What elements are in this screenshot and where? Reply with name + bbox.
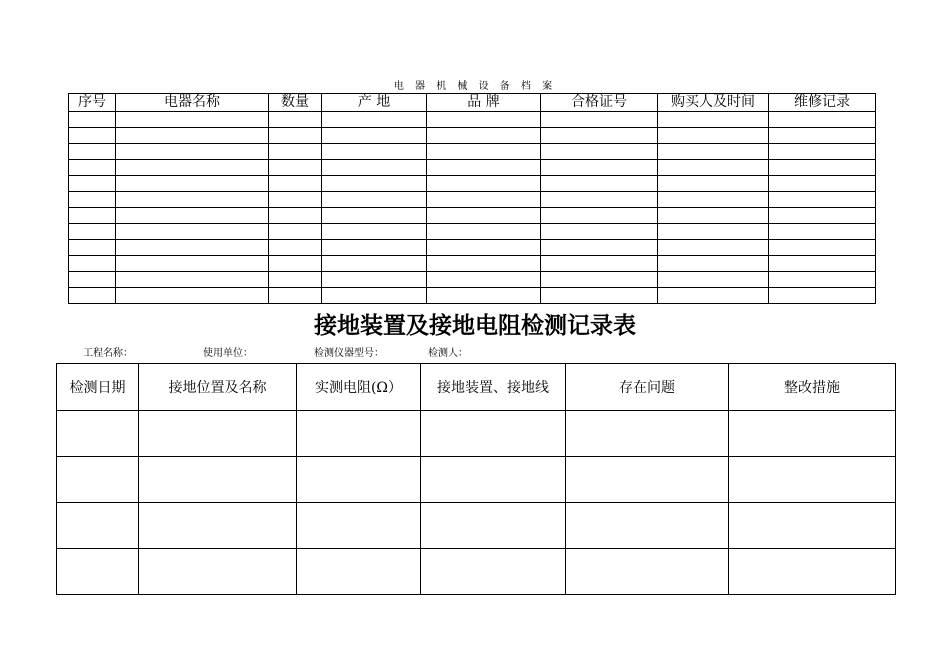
table-cell[interactable] xyxy=(658,288,769,304)
table-cell[interactable] xyxy=(729,549,896,595)
meta-inspector: 检测人： xyxy=(428,348,468,359)
archive-header-row xyxy=(69,94,876,112)
table-cell[interactable] xyxy=(116,128,269,144)
table-row xyxy=(69,176,876,192)
table-cell[interactable] xyxy=(116,112,269,128)
table-cell[interactable] xyxy=(427,160,541,176)
table-cell[interactable] xyxy=(769,224,876,240)
col-origin: 产 地 xyxy=(322,94,427,112)
table-cell[interactable] xyxy=(297,457,421,503)
table-cell[interactable] xyxy=(116,160,269,176)
record-title: 接地装置及接地电阻检测记录表 xyxy=(314,313,636,339)
table-cell[interactable] xyxy=(658,160,769,176)
table-cell[interactable] xyxy=(322,256,427,272)
table-cell[interactable] xyxy=(769,144,876,160)
meta-project-name: 工程名称： xyxy=(83,348,133,359)
table-row xyxy=(69,256,876,272)
archive-body xyxy=(69,112,876,304)
table-cell[interactable] xyxy=(69,176,116,192)
col-grounding-location: 接地位置及名称 xyxy=(139,364,297,411)
table-cell[interactable] xyxy=(658,256,769,272)
table-cell[interactable] xyxy=(769,288,876,304)
table-cell[interactable] xyxy=(541,144,658,160)
table-cell[interactable] xyxy=(322,272,427,288)
table-cell[interactable] xyxy=(427,272,541,288)
table-cell[interactable] xyxy=(769,208,876,224)
col-test-date: 检测日期 xyxy=(57,364,139,411)
table-row xyxy=(69,208,876,224)
table-cell[interactable] xyxy=(116,192,269,208)
table-cell[interactable] xyxy=(69,160,116,176)
table-cell[interactable] xyxy=(769,272,876,288)
table-cell[interactable] xyxy=(297,503,421,549)
table-row xyxy=(57,457,896,503)
table-cell[interactable] xyxy=(116,288,269,304)
table-cell[interactable] xyxy=(566,503,729,549)
table-cell[interactable] xyxy=(269,272,322,288)
table-cell[interactable] xyxy=(427,112,541,128)
table-cell[interactable] xyxy=(658,208,769,224)
table-row xyxy=(69,288,876,304)
col-certificate-number: 合格证号 xyxy=(541,94,658,112)
table-cell[interactable] xyxy=(297,549,421,595)
table-cell[interactable] xyxy=(658,272,769,288)
table-cell[interactable] xyxy=(322,144,427,160)
table-cell[interactable] xyxy=(427,224,541,240)
table-row xyxy=(57,503,896,549)
table-cell[interactable] xyxy=(421,411,566,457)
table-cell[interactable] xyxy=(427,208,541,224)
meta-instrument-model: 检测仪器型号： xyxy=(314,348,384,359)
col-purchaser-and-time: 购买人及时间 xyxy=(658,94,769,112)
table-cell[interactable] xyxy=(269,256,322,272)
table-cell[interactable] xyxy=(69,256,116,272)
table-cell[interactable] xyxy=(541,160,658,176)
table-cell[interactable] xyxy=(322,112,427,128)
record-header-row xyxy=(57,364,896,411)
table-row xyxy=(69,112,876,128)
table-cell[interactable] xyxy=(427,256,541,272)
col-corrective-actions: 整改措施 xyxy=(729,364,896,411)
table-cell[interactable] xyxy=(269,128,322,144)
table-cell[interactable] xyxy=(69,224,116,240)
table-cell[interactable] xyxy=(69,144,116,160)
table-cell[interactable] xyxy=(139,411,297,457)
table-cell[interactable] xyxy=(269,144,322,160)
grounding-record-table xyxy=(56,363,896,595)
table-cell[interactable] xyxy=(421,549,566,595)
table-row xyxy=(57,549,896,595)
table-cell[interactable] xyxy=(541,112,658,128)
table-cell[interactable] xyxy=(322,224,427,240)
table-cell[interactable] xyxy=(541,272,658,288)
table-cell[interactable] xyxy=(57,503,139,549)
table-cell[interactable] xyxy=(69,192,116,208)
col-brand: 品 牌 xyxy=(427,94,541,112)
col-equipment-name: 电器名称 xyxy=(116,94,269,112)
table-cell[interactable] xyxy=(769,176,876,192)
table-cell[interactable] xyxy=(427,128,541,144)
table-cell[interactable] xyxy=(769,112,876,128)
table-cell[interactable] xyxy=(427,176,541,192)
table-cell[interactable] xyxy=(116,256,269,272)
table-cell[interactable] xyxy=(541,256,658,272)
table-cell[interactable] xyxy=(69,208,116,224)
table-cell[interactable] xyxy=(139,549,297,595)
table-cell[interactable] xyxy=(116,208,269,224)
table-cell[interactable] xyxy=(322,208,427,224)
col-maintenance-record: 维修记录 xyxy=(769,94,876,112)
col-measured-resistance: 实测电阻(Ω） xyxy=(297,364,421,411)
table-cell[interactable] xyxy=(658,176,769,192)
table-cell[interactable] xyxy=(541,288,658,304)
table-cell[interactable] xyxy=(541,176,658,192)
table-cell[interactable] xyxy=(769,240,876,256)
table-cell[interactable] xyxy=(116,272,269,288)
table-cell[interactable] xyxy=(322,240,427,256)
table-cell[interactable] xyxy=(427,144,541,160)
table-cell[interactable] xyxy=(658,144,769,160)
table-cell[interactable] xyxy=(57,457,139,503)
table-row xyxy=(69,128,876,144)
table-cell[interactable] xyxy=(116,144,269,160)
col-grounding-device: 接地装置、接地线 xyxy=(421,364,566,411)
meta-user-unit: 使用单位： xyxy=(203,348,253,359)
col-issues: 存在问题 xyxy=(566,364,729,411)
table-row xyxy=(69,224,876,240)
table-cell[interactable] xyxy=(57,549,139,595)
table-cell[interactable] xyxy=(658,224,769,240)
table-cell[interactable] xyxy=(658,192,769,208)
table-row xyxy=(69,272,876,288)
table-cell[interactable] xyxy=(69,288,116,304)
table-cell[interactable] xyxy=(658,128,769,144)
table-cell[interactable] xyxy=(69,272,116,288)
table-cell[interactable] xyxy=(729,503,896,549)
table-row xyxy=(69,192,876,208)
table-cell[interactable] xyxy=(421,457,566,503)
table-cell[interactable] xyxy=(116,224,269,240)
table-cell[interactable] xyxy=(729,457,896,503)
table-cell[interactable] xyxy=(322,128,427,144)
table-cell[interactable] xyxy=(322,160,427,176)
table-cell[interactable] xyxy=(769,256,876,272)
table-cell[interactable] xyxy=(269,112,322,128)
table-cell[interactable] xyxy=(658,240,769,256)
table-cell[interactable] xyxy=(566,411,729,457)
table-cell[interactable] xyxy=(769,128,876,144)
table-row xyxy=(69,160,876,176)
table-cell[interactable] xyxy=(269,208,322,224)
table-row xyxy=(69,240,876,256)
table-cell[interactable] xyxy=(541,192,658,208)
table-cell[interactable] xyxy=(566,549,729,595)
table-cell[interactable] xyxy=(57,411,139,457)
table-cell[interactable] xyxy=(769,192,876,208)
archive-caption: 电 器 机 械 设 备 档 案 xyxy=(393,81,557,92)
table-cell[interactable] xyxy=(322,192,427,208)
table-cell[interactable] xyxy=(269,160,322,176)
table-cell[interactable] xyxy=(269,176,322,192)
table-cell[interactable] xyxy=(139,457,297,503)
table-cell[interactable] xyxy=(116,176,269,192)
table-row xyxy=(69,144,876,160)
table-cell[interactable] xyxy=(566,457,729,503)
table-cell[interactable] xyxy=(269,192,322,208)
table-cell[interactable] xyxy=(322,288,427,304)
table-cell[interactable] xyxy=(541,208,658,224)
table-cell[interactable] xyxy=(427,192,541,208)
table-cell[interactable] xyxy=(269,288,322,304)
table-cell[interactable] xyxy=(421,503,566,549)
table-cell[interactable] xyxy=(427,288,541,304)
table-cell[interactable] xyxy=(322,176,427,192)
table-cell[interactable] xyxy=(541,224,658,240)
table-cell[interactable] xyxy=(658,112,769,128)
table-cell[interactable] xyxy=(269,224,322,240)
table-cell[interactable] xyxy=(139,503,297,549)
equipment-archive-table xyxy=(68,93,876,304)
table-cell[interactable] xyxy=(116,240,269,256)
record-body xyxy=(57,411,896,595)
table-cell[interactable] xyxy=(69,128,116,144)
col-quantity: 数量 xyxy=(269,94,322,112)
table-cell[interactable] xyxy=(541,128,658,144)
table-cell[interactable] xyxy=(69,112,116,128)
table-row xyxy=(57,411,896,457)
table-cell[interactable] xyxy=(541,240,658,256)
col-serial-number: 序号 xyxy=(69,94,116,112)
table-cell[interactable] xyxy=(269,240,322,256)
table-cell[interactable] xyxy=(297,411,421,457)
table-cell[interactable] xyxy=(69,240,116,256)
table-cell[interactable] xyxy=(769,160,876,176)
table-cell[interactable] xyxy=(729,411,896,457)
table-cell[interactable] xyxy=(427,240,541,256)
